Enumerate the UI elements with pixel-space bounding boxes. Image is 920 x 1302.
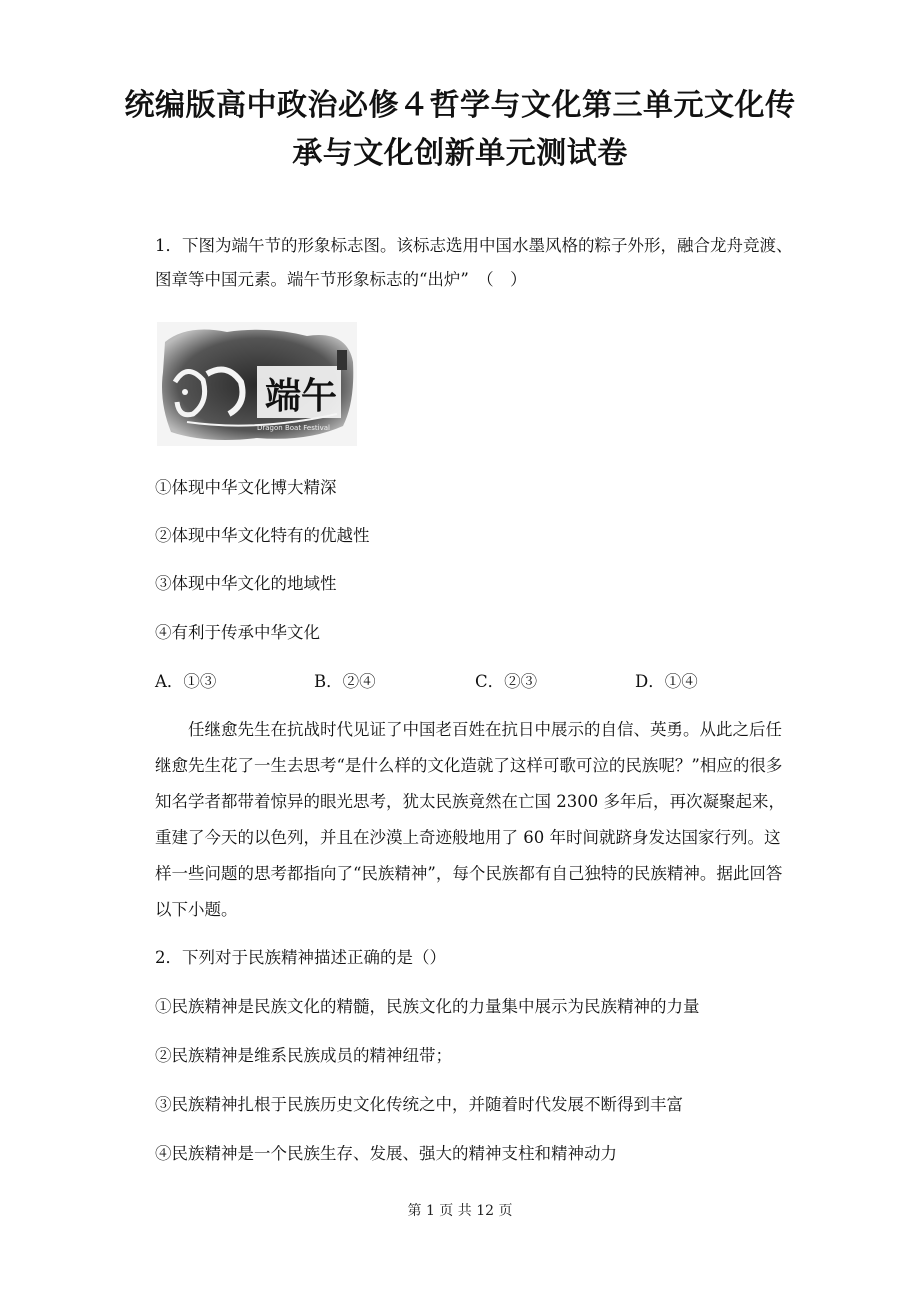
- q2-statement-2: ②民族精神是维系民族成员的精神纽带；: [155, 1046, 452, 1065]
- passage-line-4: 重建了今天的以色列，并且在沙漠上奇迹般地用了 60 年时间就跻身发达国家行列。这: [155, 828, 781, 847]
- q1-option-b: B．②④: [314, 672, 376, 691]
- passage-line-6: 以下小题。: [155, 900, 238, 919]
- logo-subtitle: Dragon Boat Festival: [257, 424, 330, 432]
- q1-stem-line-2: 图章等中国元素。端午节形象标志的“出炉” （ ）: [155, 270, 527, 289]
- q1-option-a: A．①③: [155, 672, 217, 691]
- title-line-1: 统编版高中政治必修４哲学与文化第三单元文化传: [124, 88, 796, 123]
- q1-stem-line-1: 1．下图为端午节的形象标志图。该标志选用中国水墨风格的粽子外形，融合龙舟竞渡、: [155, 236, 793, 255]
- title-line-2: 承与文化创新单元测试卷: [292, 136, 628, 171]
- q2-statement-3: ③民族精神扎根于民族历史文化传统之中，并随着时代发展不断得到丰富: [155, 1095, 683, 1114]
- q1-statement-1: ①体现中华文化博大精深: [155, 478, 337, 497]
- q1-option-d: D．①④: [635, 672, 698, 691]
- page-footer: 第 1 页 共 12 页: [407, 1203, 513, 1219]
- q1-statement-2: ②体现中华文化特有的优越性: [155, 526, 370, 545]
- passage-line-5: 样一些问题的思考都指向了“民族精神”，每个民族都有自己独特的民族精神。据此回答: [155, 864, 783, 883]
- passage-line-1: 任继愈先生在抗战时代见证了中国老百姓在抗日中展示的自信、英勇。从此之后任: [188, 720, 782, 739]
- dragon-boat-festival-logo: [157, 322, 357, 446]
- q2-stem: 2．下列对于民族精神描述正确的是（）: [155, 948, 446, 967]
- logo-text: 端午: [265, 375, 338, 417]
- q1-option-c: C．②③: [475, 672, 538, 691]
- q1-statement-3: ③体现中华文化的地域性: [155, 574, 337, 593]
- passage-line-3: 知名学者都带着惊异的眼光思考，犹太民族竟然在亡国 2300 多年后，再次凝聚起来，: [155, 792, 785, 811]
- q2-statement-1: ①民族精神是民族文化的精髓，民族文化的力量集中展示为民族精神的力量: [155, 997, 700, 1016]
- q1-statement-4: ④有利于传承中华文化: [155, 623, 320, 642]
- q2-statement-4: ④民族精神是一个民族生存、发展、强大的精神支柱和精神动力: [155, 1144, 617, 1163]
- passage-line-2: 继愈先生花了一生去思考“是什么样的文化造就了这样可歌可泣的民族呢？”相应的很多: [155, 756, 783, 775]
